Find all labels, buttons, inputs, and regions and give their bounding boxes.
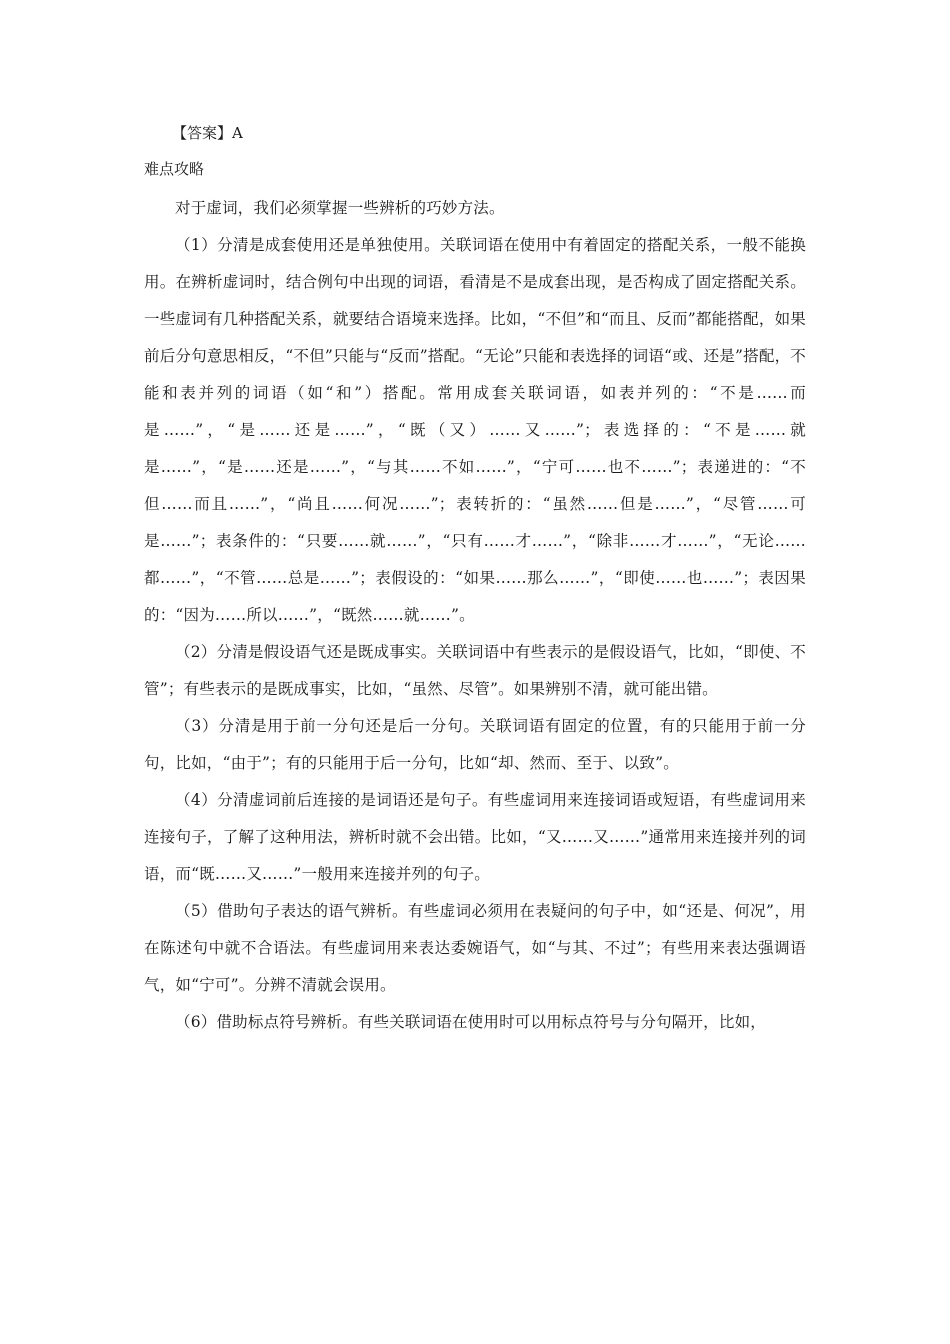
paragraph-2: （2）分清是假设语气还是既成事实。关联词语中有些表示的是假设语气，比如，“即使、不管”；有些表示的是既成事实，比如，“虽然、尽管”。如果辨别不清，就可能出错。 (144, 643, 806, 698)
answer-line: 【答案】A (172, 124, 243, 142)
paragraph-1: （1）分清是成套使用还是单独使用。关联词语在使用中有着固定的搭配关系，一般不能换用。在辨析虚词时，结合例句中出现的词语，看清是不是成套出现，是否构成了固定搭配关系。一些虚词有几种搭配关系，就要结合语境来选择。比如，“不但”和“而且、反而”都能搭配，如果前后分句意思相反，“不但”只能与“反而”搭配。“无论”只能和表选择的词语“或、还是”搭配，不能和表并列的词语（如“和”）搭配。常用成套关联词语，如表并列的：“不是……而是……”，“是……还是……”，“既（又）……又……”；表选择的：“不是……就是……”，“是……还是……”，“与其……不如……”，“宁可……也不……”；表递进的：“不但……而且……”，“尚且……何况……”；表转折的：“虽然……但是……”，“尽管……可是……”；表条件的：“只要……就……”，“只有……才……”，“除非……才……”，“无论……都……”，“不管……总是……”；表假设的：“如果……那么……”，“即使……也……”；表因果的：“因为……所以……”，“既然……就……”。 (144, 236, 806, 624)
paragraph-3: （3）分清是用于前一分句还是后一分句。关联词语有固定的位置，有的只能用于前一分句，比如，“由于”；有的只能用于后一分句，比如“却、然而、至于、以致”。 (144, 717, 806, 772)
paragraph-intro: 对于虚词，我们必须掌握一些辨析的巧妙方法。 (175, 199, 505, 217)
paragraph-5: （5）借助句子表达的语气辨析。有些虚词必须用在表疑问的句子中，如“还是、何况”，用在陈述句中就不合语法。有些虚词用来表达委婉语气，如“与其、不过”；有些用来表达强调语气，如“宁可”。分辨不清就会误用。 (144, 902, 806, 994)
paragraph-6: （6）借助标点符号辨析。有些关联词语在使用时可以用标点符号与分句隔开，比如， (175, 1013, 766, 1031)
paragraph-4: （4）分清虚词前后连接的是词语还是句子。有些虚词用来连接词语或短语，有些虚词用来连接句子，了解了这种用法，辨析时就不会出错。比如，“又……又……”通常用来连接并列的词语，而“既……又……”一般用来连接并列的句子。 (144, 791, 806, 883)
text-block (144, 122, 806, 1041)
section-heading: 难点攻略 (144, 160, 205, 178)
